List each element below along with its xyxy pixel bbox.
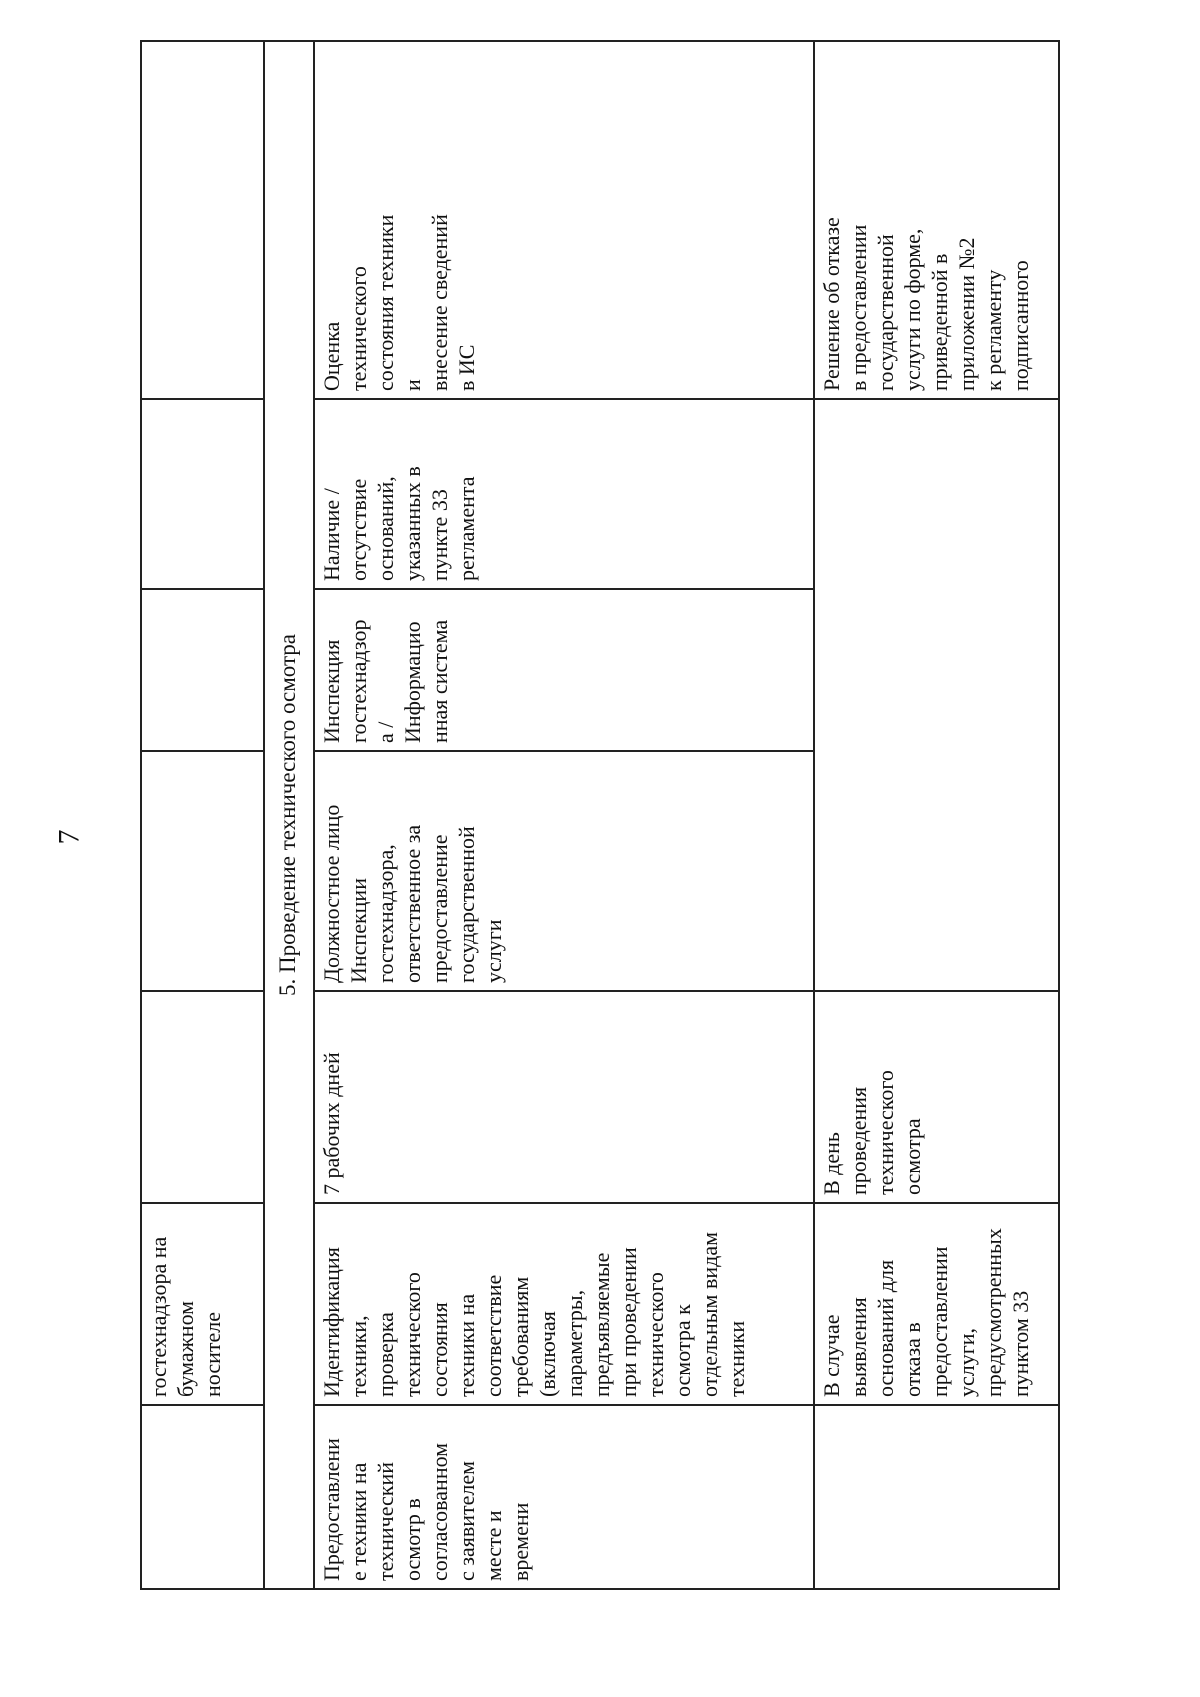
sub-cell-term: В день проведения технического осмотра — [819, 1070, 925, 1195]
main-cell-criteria: Наличие / отсутствие оснований, указанных в пункте 33 регламента — [319, 466, 479, 581]
sep-prev-3 — [140, 990, 263, 992]
rotated-table — [140, 40, 1060, 1590]
prev-row-cell-2: гостехнадзора на бумажном носителе — [146, 1236, 225, 1397]
line-bottom — [1058, 40, 1060, 1590]
sub-cell-content: В случае выявления оснований для отказа в предоставлении услуги, предусмотренных пунктом 33 — [819, 1228, 1033, 1397]
main-cell-term: 7 рабочих дней — [319, 1052, 344, 1195]
page-number: 7 — [52, 829, 86, 845]
sep-prev-5 — [140, 588, 263, 590]
main-cell-result: Оценка технического состояния техники и внесение сведений в ИС — [319, 214, 479, 391]
main-cell-location: Инспекция гостехнадзор а / Информацио нная система — [319, 619, 452, 743]
sep-prev-1 — [140, 1404, 263, 1406]
section-title: 5. Проведение технического осмотра — [275, 633, 300, 997]
main-cell-responsible: Должностное лицо Инспекции гостехнадзора, ответственное за предоставление государственной услуги — [319, 804, 506, 983]
sep-prev-6 — [140, 398, 263, 400]
main-cell-content: Идентификация техники, проверка технического состояния техники на соответствие требованиям (включая параметры, предъявляемые при проведении технического осмотра к отдельным видам техники — [319, 1231, 749, 1397]
sep-prev-4 — [140, 750, 263, 752]
sub-cell-result: Решение об отказе в предоставлении государственной услуги по форме, приведенной в приложении №2 к регламенту подписанного — [819, 217, 1033, 391]
main-cell-procedure: Предоставлени е техники на технический осмотр в согласованном с заявителем месте и времени — [319, 1438, 533, 1581]
